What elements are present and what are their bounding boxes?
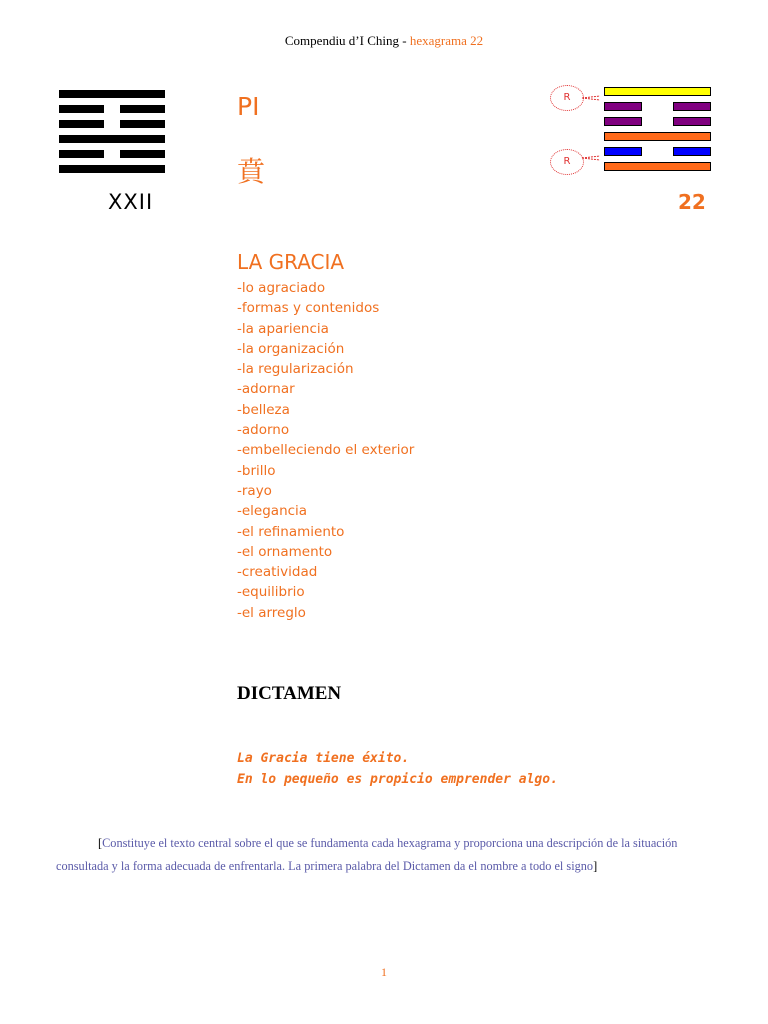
attribute-item: -elegancia: [237, 503, 308, 520]
attribute-item: -adornar: [237, 381, 295, 398]
colored-line-yang: [604, 132, 711, 141]
header-accent: hexagrama 22: [409, 33, 484, 48]
page-number: 1: [381, 965, 387, 979]
attribute-item: -el arreglo: [237, 604, 306, 621]
attribute-item: -lo agraciado: [237, 280, 326, 296]
colored-line-segment: [673, 147, 711, 156]
attribute-item: -el refinamiento: [237, 523, 345, 540]
attribute-item: -adorno: [237, 422, 290, 439]
attribute-item: -brillo: [237, 462, 276, 479]
ruler-marker-bottom: R: [550, 149, 584, 175]
attribute-item: -embelleciendo el exterior: [237, 442, 415, 459]
hexagram-character: 賁: [237, 155, 266, 188]
dictamen-title: DICTAMEN: [237, 683, 342, 704]
judgment-text: [237, 748, 558, 790]
colored-line-yin: [604, 102, 711, 111]
note-text: Constituye el texto central sobre el que se fundamenta cada hexagrama y proporciona una descripción de la situación consultada y la forma adecuada de enfrentarla. La primera palabra del Dictamen da el nombre a todo el signo: [56, 836, 678, 873]
colored-line-yang: [604, 162, 711, 171]
judgment-line-1: La Gracia tiene éxito.: [237, 751, 410, 766]
attribute-item: -equilibrio: [237, 584, 305, 601]
hexagram-line-yin: [59, 120, 165, 128]
colored-line-yin: [604, 147, 711, 156]
colored-line-segment: [673, 117, 711, 126]
section-title: LA GRACIA: [237, 250, 345, 274]
attribute-item: -la organización: [237, 340, 345, 357]
attribute-item: -la regularización: [237, 361, 354, 378]
colored-line-segment: [604, 147, 642, 156]
hexagram-line-yang: [59, 135, 165, 143]
hexagram-line-yin: [59, 150, 165, 158]
page-header: [0, 33, 768, 49]
hexagram-line-yang: [59, 165, 165, 173]
colored-line-segment: [604, 117, 642, 126]
attribute-item: -el ornamento: [237, 543, 333, 560]
colored-line-yang: [604, 87, 711, 96]
header-prefix: Compendiu d’I Ching -: [284, 33, 410, 48]
marker-arrow-top: [580, 92, 604, 104]
hexagram-line-yang: [59, 90, 165, 98]
marker-arrow-bottom: [580, 152, 604, 164]
judgment-line-2: En lo pequeño es propicio emprender algo.: [237, 772, 558, 787]
hexagram-name: PI: [237, 92, 260, 121]
attribute-item: -creatividad: [237, 564, 318, 581]
hexagram-line-yin: [59, 105, 165, 113]
ruler-marker-top: R: [550, 85, 584, 111]
hexagram-symbol: [59, 90, 165, 180]
attribute-item: -formas y contenidos: [237, 300, 380, 317]
colored-line-segment: [604, 102, 642, 111]
note-close-bracket: ]: [593, 859, 598, 873]
colored-line-yin: [604, 117, 711, 126]
attribute-list: [237, 278, 414, 623]
colored-line-segment: [673, 102, 711, 111]
attribute-item: -rayo: [237, 482, 272, 499]
attribute-item: -la apariencia: [237, 320, 329, 337]
hexagram-roman-numeral: XXII: [108, 190, 154, 214]
colored-hexagram: [604, 87, 711, 177]
note-open-bracket: [: [98, 836, 103, 850]
dictamen-note: [56, 832, 716, 878]
hexagram-number: 22: [678, 190, 706, 214]
attribute-item: -belleza: [237, 401, 290, 418]
